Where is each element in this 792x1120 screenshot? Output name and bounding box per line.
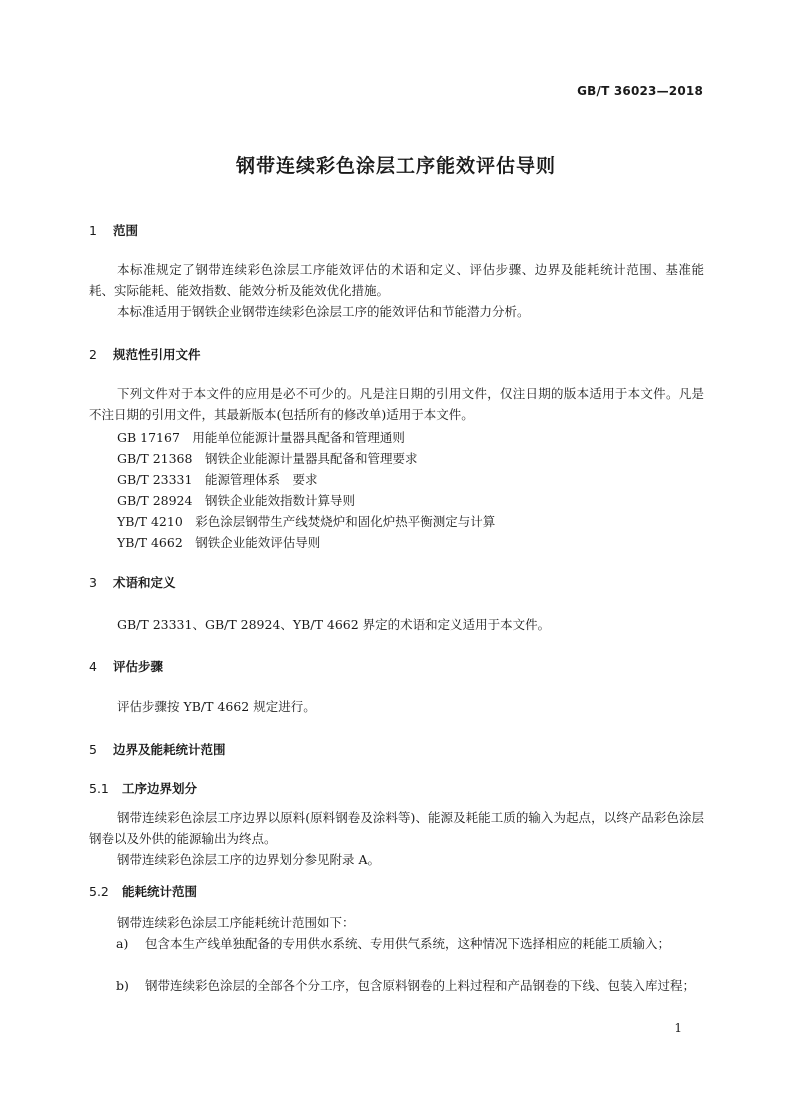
reference-item: GB/T 23331 能源管理体系 要求 [117, 472, 318, 487]
subsection-5-1-paragraph-2: 钢带连续彩色涂层工序的边界划分参见附录 A。 [117, 852, 381, 867]
section-1-paragraph-2: 本标准适用于钢铁企业钢带连续彩色涂层工序的能效评估和节能潜力分析。 [117, 304, 530, 319]
section-5-heading [89, 740, 226, 758]
standard-code: GB/T 36023—2018 [577, 84, 703, 98]
reference-item: GB/T 28924 钢铁企业能效指数计算导则 [117, 493, 355, 508]
list-item [89, 933, 704, 954]
section-4-heading [89, 657, 163, 675]
section-title: 边界及能耗统计范围 [113, 742, 226, 757]
reference-item: YB/T 4662 钢铁企业能效评估导则 [117, 535, 321, 550]
list-item-label: a) [116, 936, 129, 951]
section-4-paragraph-1: 评估步骤按 YB/T 4662 规定进行。 [117, 699, 316, 714]
reference-item: GB/T 21368 钢铁企业能源计量器具配备和管理要求 [117, 451, 418, 466]
section-number: 4 [89, 659, 97, 674]
document-title: 钢带连续彩色涂层工序能效评估导则 [235, 155, 556, 177]
subsection-number: 5.1 [89, 781, 109, 796]
list-item [89, 975, 704, 996]
subsection-5-2-paragraph-1: 钢带连续彩色涂层工序能耗统计范围如下： [117, 915, 355, 930]
section-title: 术语和定义 [113, 575, 176, 590]
section-title: 规范性引用文件 [113, 347, 201, 362]
subsection-title: 能耗统计范围 [122, 884, 198, 899]
subsection-5-2-heading [89, 882, 197, 900]
reference-item: YB/T 4210 彩色涂层钢带生产线焚烧炉和固化炉热平衡测定与计算 [117, 514, 496, 529]
page-number: 1 [674, 1021, 682, 1035]
subsection-title: 工序边界划分 [122, 781, 198, 796]
section-title: 范围 [113, 223, 139, 238]
section-2-paragraph-1: 下列文件对于本文件的应用是必不可少的。凡是注日期的引用文件，仅注日期的版本适用于本文件。凡是不注日期的引用文件，其最新版本(包括所有的修改单)适用于本文件。 [89, 386, 704, 422]
section-3-paragraph-1: GB/T 23331、GB/T 28924、YB/T 4662 界定的术语和定义适用于本文件。 [117, 617, 551, 632]
subsection-5-1-paragraph-1: 钢带连续彩色涂层工序边界以原料(原料钢卷及涂料等)、能源及耗能工质的输入为起点，以终产品彩色涂层钢卷以及外供的能源输出为终点。 [89, 810, 704, 846]
list-item-text: 钢带连续彩色涂层的全部各个分工序，包含原料钢卷的上料过程和产品钢卷的下线、包装入库过程； [145, 978, 696, 993]
list-item-label: b) [116, 978, 129, 993]
reference-item: GB 17167 用能单位能源计量器具配备和管理通则 [117, 430, 405, 445]
section-title: 评估步骤 [113, 659, 164, 674]
section-1-paragraph-1: 本标准规定了钢带连续彩色涂层工序能效评估的术语和定义、评估步骤、边界及能耗统计范围、基准能耗、实际能耗、能效指数、能效分析及能效优化措施。 [89, 262, 704, 298]
section-3-heading [89, 573, 176, 591]
section-2-heading [89, 345, 201, 363]
list-item-text: 包含本生产线单独配备的专用供水系统、专用供气系统，这种情况下选择相应的耗能工质输入； [145, 936, 671, 951]
section-1-heading [89, 221, 138, 239]
subsection-number: 5.2 [89, 884, 109, 899]
section-number: 2 [89, 347, 97, 362]
section-number: 5 [89, 742, 97, 757]
subsection-5-1-heading [89, 779, 197, 797]
section-number: 1 [89, 223, 97, 238]
section-number: 3 [89, 575, 97, 590]
